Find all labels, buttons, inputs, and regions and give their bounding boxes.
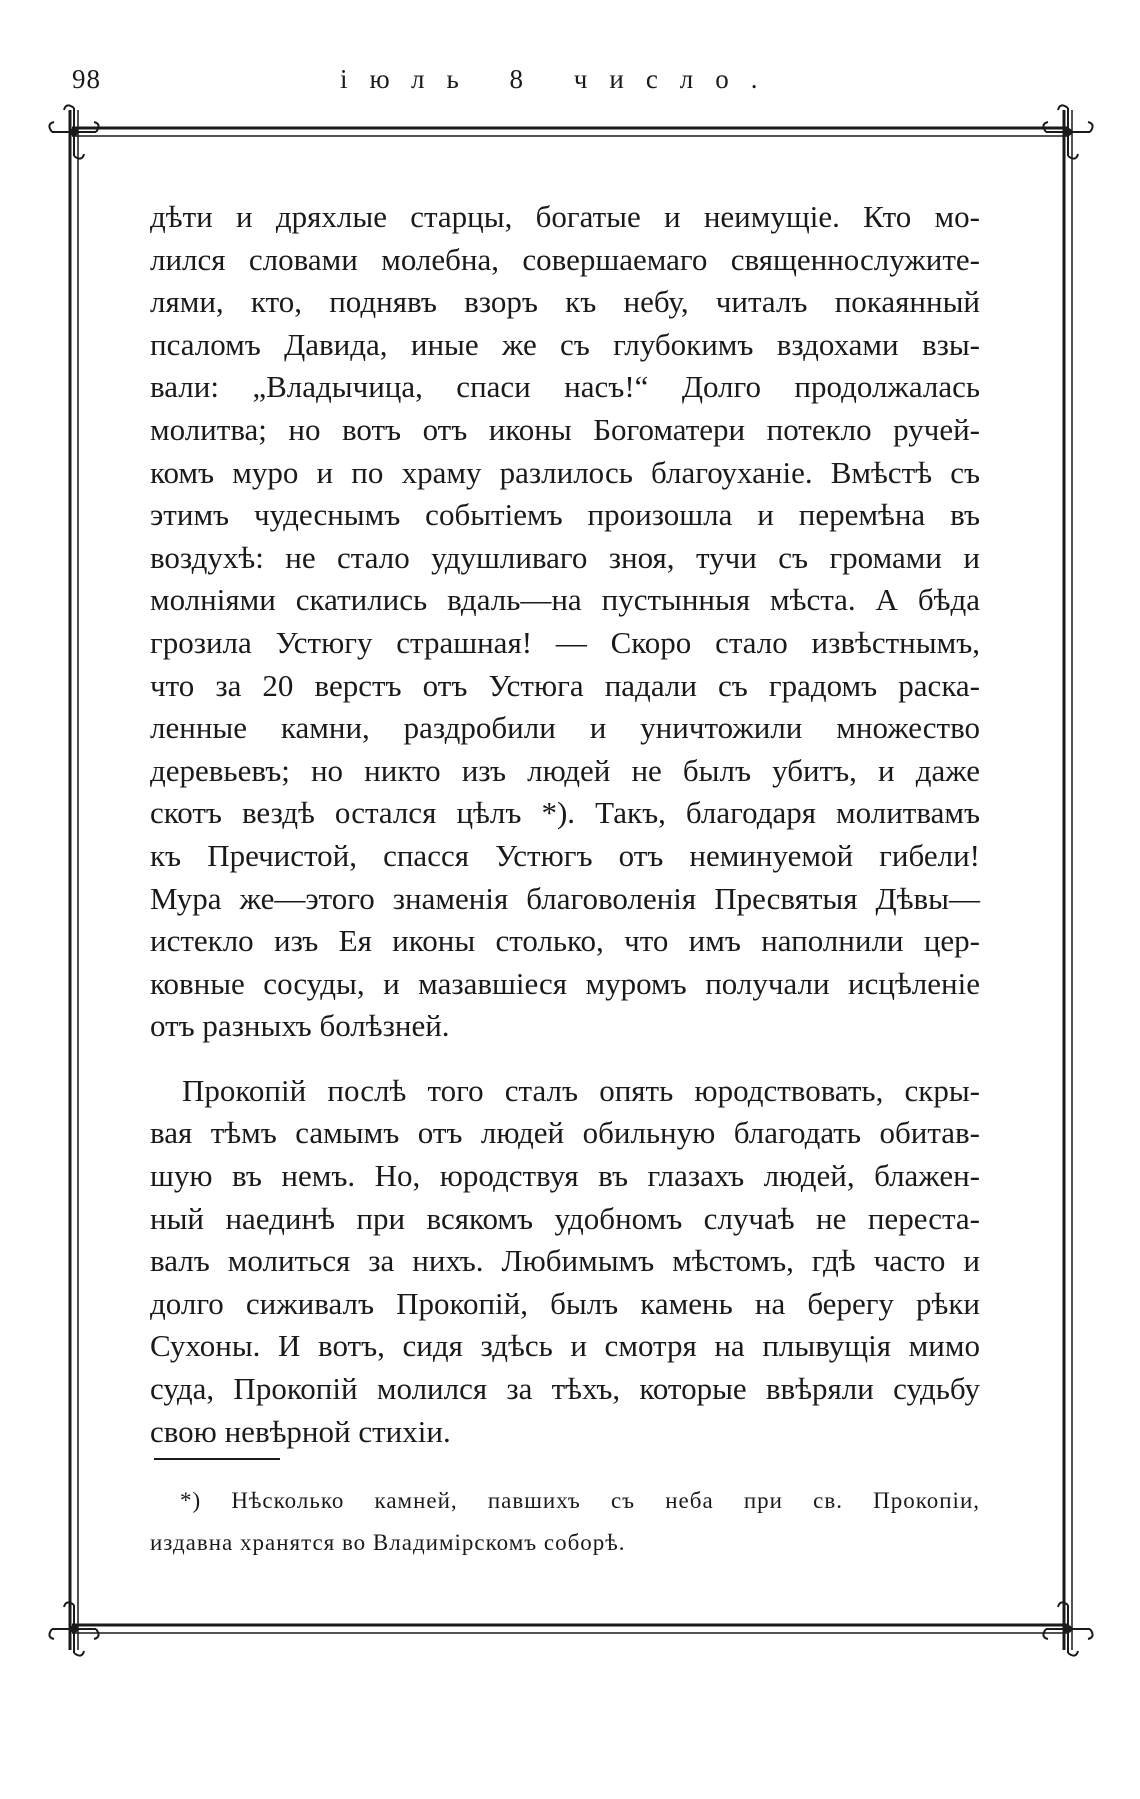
text-line: суда, Прокопій молился за тѣхъ, которые ввѣряли судьбу: [150, 1371, 980, 1407]
text-line: Мура же—этого знаменія благоволенія Пресвятыя Дѣвы—: [150, 880, 980, 916]
footnote: [150, 1480, 980, 1564]
footnote-line: *) Нѣсколько камней, павшихъ съ неба при св. Прокопіи,: [180, 1488, 980, 1513]
text-line: ковные сосуды, и мазавшіеся муромъ получали исцѣленіе: [150, 965, 980, 1001]
text-line: комъ муро и по храму разлилось благоуханіе. Вмѣстѣ съ: [150, 454, 980, 490]
corner-ornament-top-right: [1043, 105, 1092, 158]
text-line: молитва; но вотъ отъ иконы Богоматери потекло ручей-: [150, 411, 980, 447]
text-line: ный наединѣ при всякомъ удобномъ случаѣ не переста-: [150, 1200, 980, 1236]
text-line: ленные камни, раздробили и уничтожили множество: [150, 710, 980, 746]
corner-ornament-bottom-left: [49, 1602, 98, 1655]
text-line: лился словами молебна, совершаемаго священнослужите-: [150, 241, 980, 277]
text-line: валъ молиться за нихъ. Любимымъ мѣстомъ, гдѣ часто и: [150, 1243, 980, 1279]
footnote-divider: [154, 1458, 280, 1460]
text-line: свою невѣрной стихіи.: [150, 1413, 451, 1449]
paragraph-2: [150, 1070, 980, 1453]
text-line: воздухѣ: не стало удушливаго зноя, тучи съ громами и: [150, 539, 980, 575]
body-text: [150, 196, 980, 1453]
page-number: 98: [72, 64, 101, 94]
text-line: вая тѣмъ самымъ отъ людей обильную благодать обитав-: [150, 1115, 980, 1151]
text-line: псаломъ Давида, иные же съ глубокимъ вздохами взы-: [150, 326, 980, 362]
text-line: истекло изъ Ея иконы столько, что имъ наполнили цер-: [150, 923, 980, 959]
text-line: лями, кто, поднявъ взоръ къ небу, читалъ покаянный: [150, 284, 980, 320]
text-line: что за 20 верстъ отъ Устюга падали съ градомъ раска-: [150, 667, 980, 703]
running-header: іюль 8 число.: [340, 64, 780, 94]
text-line: шую въ немъ. Но, юродствуя въ глазахъ людей, блажен-: [150, 1158, 980, 1194]
text-line: къ Пречистой, спасся Устюгъ отъ неминуемой гибели!: [150, 837, 980, 873]
text-line: Сухоны. И вотъ, сидя здѣсь и смотря на плывущія мимо: [150, 1328, 980, 1364]
footnote-line: издавна хранятся во Владимірскомъ соборѣ.: [150, 1530, 626, 1555]
text-line: отъ разныхъ болѣзней.: [150, 1008, 450, 1044]
text-line: скотъ вездѣ остался цѣлъ *). Такъ, благодаря молитвамъ: [150, 795, 980, 831]
text-line: вали: „Владычица, спаси насъ!“ Долго продолжалась: [150, 369, 980, 405]
text-line: Прокопій послѣ того сталъ опять юродствовать, скры-: [182, 1072, 980, 1108]
text-line: этимъ чудеснымъ событіемъ произошла и перемѣна въ: [150, 497, 980, 533]
paragraph-1: [150, 196, 980, 1048]
text-line: дѣти и дряхлые старцы, богатые и неимущіе. Кто мо-: [150, 199, 980, 234]
text-line: грозила Устюгу страшная! — Скоро стало извѣстнымъ,: [150, 624, 980, 660]
text-line: молніями скатились вдаль—на пустынныя мѣста. А бѣда: [150, 582, 980, 618]
text-line: долго сиживалъ Прокопій, былъ камень на берегу рѣки: [150, 1285, 980, 1321]
text-line: деревьевъ; но никто изъ людей не былъ убитъ, и даже: [150, 752, 980, 788]
corner-ornament-top-left: [49, 105, 98, 158]
corner-ornament-bottom-right: [1043, 1602, 1092, 1655]
